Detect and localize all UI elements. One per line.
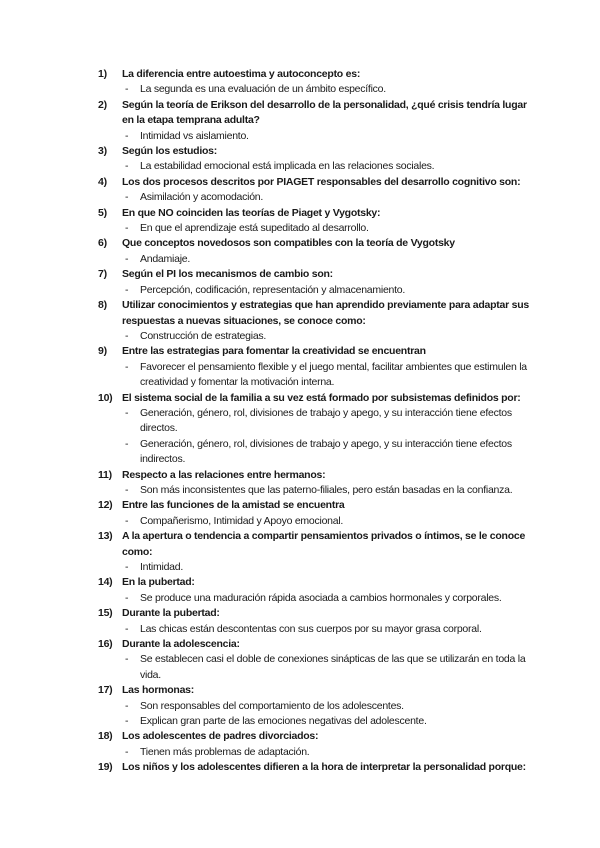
answer-text: Construcción de estrategias. [140, 329, 267, 342]
answer-bullet: - [125, 252, 129, 265]
question-item [98, 760, 530, 775]
answer-bullet: - [125, 329, 129, 342]
question-text: Entre las funciones de la amistad se encuentra [122, 499, 345, 512]
answer-item [125, 221, 530, 236]
question-item [98, 175, 530, 190]
answer-bullet: - [125, 437, 129, 450]
answer-item [125, 437, 530, 468]
question-number: 6) [98, 237, 107, 250]
answer-text: Se establecen casi el doble de conexiones sinápticas de las que se utilizarán en toda la vida. [140, 653, 526, 681]
answer-item [125, 406, 530, 437]
question-list [98, 67, 530, 776]
question-number: 19) [98, 761, 113, 774]
question-number: 2) [98, 98, 107, 111]
answer-item [125, 591, 530, 606]
answer-item [125, 159, 530, 174]
question-text: Durante la adolescencia: [122, 638, 240, 651]
answer-bullet: - [125, 83, 129, 96]
question-item [98, 498, 530, 513]
question-text: Según el PI los mecanismos de cambio son: [122, 268, 333, 281]
answer-text: Andamiaje. [140, 252, 191, 265]
answer-text: Se produce una maduración rápida asociada a cambios hormonales y corporales. [140, 591, 502, 604]
answer-text: Generación, género, rol, divisiones de trabajo y apego, y su interacción tiene efectos indirectos. [140, 437, 512, 466]
question-number: 13) [98, 530, 113, 543]
question-text: A la apertura o tendencia a compartir pensamientos privados o íntimos, se le conoce como: [122, 530, 526, 558]
question-text: Los dos procesos descritos por PIAGET responsables del desarrollo cognitivo son: [122, 175, 521, 188]
answer-bullet: - [125, 561, 129, 573]
question-text: En la pubertad: [122, 576, 195, 589]
question-number: 11) [98, 468, 112, 481]
question-item [98, 637, 530, 652]
answer-item [125, 745, 530, 760]
question-item [98, 67, 530, 82]
question-text: Las hormonas: [122, 684, 195, 697]
answer-bullet: - [125, 483, 129, 496]
question-text: En que NO coinciden las teorías de Piaget y Vygotsky: [122, 206, 381, 219]
answer-text: La segunda es una evaluación de un ámbito específico. [140, 83, 386, 96]
question-text: Según la teoría de Erikson del desarrollo de la personalidad, ¿qué crisis tendría lugar en la etapa temprana adulta? [122, 98, 527, 127]
answer-text: La estabilidad emocional está implicada en las relaciones sociales. [140, 160, 435, 173]
answer-text: Asimilación y acomodación. [140, 191, 264, 204]
answer-item [125, 283, 530, 298]
answer-bullet: - [125, 699, 129, 712]
answer-bullet: - [125, 745, 129, 758]
answer-text: Intimidad. [140, 561, 184, 573]
answer-bullet: - [125, 283, 129, 296]
answer-bullet: - [125, 160, 129, 173]
answer-text: Tienen más problemas de adaptación. [140, 745, 310, 758]
answer-text: Son responsables del comportamiento de los adolescentes. [140, 699, 404, 712]
question-text: Entre las estrategias para fomentar la creatividad se encuentran [122, 345, 426, 358]
question-number: 3) [98, 145, 107, 158]
question-number: 8) [98, 299, 107, 312]
answer-bullet: - [125, 591, 129, 604]
answer-bullet: - [125, 191, 129, 204]
question-item [98, 729, 530, 744]
answer-text: Percepción, codificación, representación y almacenamiento. [140, 283, 406, 296]
question-item [98, 298, 530, 329]
question-number: 5) [98, 206, 107, 219]
question-text: Durante la pubertad: [122, 607, 220, 620]
answer-bullet: - [125, 129, 129, 142]
answer-text: Explican gran parte de las emociones negativas del adolescente. [140, 715, 427, 728]
question-number: 10) [98, 391, 113, 404]
answer-item [125, 483, 530, 498]
question-text: La diferencia entre autoestima y autoconcepto es: [122, 68, 361, 80]
question-item [98, 344, 530, 359]
answer-item [125, 252, 530, 267]
question-text: Respecto a las relaciones entre hermanos: [122, 468, 326, 481]
question-text: Según los estudios: [122, 145, 218, 158]
answer-item [125, 699, 530, 714]
answer-item [125, 622, 530, 637]
answer-text: En que el aprendizaje está supeditado al desarrollo. [140, 222, 369, 235]
question-text: El sistema social de la familia a su vez está formado por subsistemas definidos por: [122, 391, 521, 404]
answer-item [125, 129, 530, 144]
question-number: 17) [98, 684, 113, 697]
answer-item [125, 329, 530, 344]
answer-text: Favorecer el pensamiento flexible y el juego mental, facilitar ambientes que estimulen la creatividad y fomentar la motivación interna. [140, 360, 527, 389]
answer-item [125, 360, 530, 391]
answer-bullet: - [125, 360, 129, 373]
question-item [98, 529, 530, 560]
question-number: 1) [98, 68, 107, 80]
answer-text: Compañerismo, Intimidad y Apoyo emocional. [140, 514, 344, 527]
question-text: Los adolescentes de padres divorciados: [122, 730, 319, 743]
question-item [98, 575, 530, 590]
answer-text: Generación, género, rol, divisiones de trabajo y apego, y su interacción tiene efectos directos. [140, 406, 512, 435]
question-number: 18) [98, 730, 113, 743]
answer-text: Las chicas están descontentas con sus cuerpos por su mayor grasa corporal. [140, 622, 482, 635]
question-text: Los niños y los adolescentes difieren a la hora de interpretar la personalidad porque: [122, 761, 526, 774]
answer-item [125, 714, 530, 729]
question-item [98, 391, 530, 406]
answer-bullet: - [125, 406, 129, 419]
answer-bullet: - [125, 222, 129, 235]
question-number: 16) [98, 638, 113, 651]
answer-bullet: - [125, 715, 129, 728]
question-text: Que conceptos novedosos son compatibles con la teoría de Vygotsky [122, 237, 455, 250]
answer-item [125, 652, 530, 683]
answer-bullet: - [125, 622, 129, 635]
answer-bullet: - [125, 653, 129, 666]
answer-text: Intimidad vs aislamiento. [140, 129, 249, 142]
answer-item [125, 560, 530, 575]
question-number: 4) [98, 175, 107, 188]
answer-bullet: - [125, 514, 129, 527]
question-item [98, 98, 530, 129]
answer-item [125, 82, 530, 97]
question-item [98, 236, 530, 251]
question-number: 9) [98, 345, 107, 358]
question-item [98, 206, 530, 221]
question-text: Utilizar conocimientos y estrategias que han aprendido previamente para adaptar sus respuestas a nuevas situaciones, se conoce como: [122, 299, 529, 327]
question-item [98, 468, 530, 483]
question-item [98, 606, 530, 621]
question-number: 14) [98, 576, 113, 589]
question-number: 15) [98, 607, 113, 620]
question-number: 12) [98, 499, 113, 512]
answer-item [125, 190, 530, 205]
answer-text: Son más inconsistentes que las paterno-filiales, pero están basadas en la confianza. [140, 483, 513, 496]
question-item [98, 683, 530, 698]
question-number: 7) [98, 268, 107, 281]
answer-item [125, 514, 530, 529]
question-item [98, 144, 530, 159]
question-item [98, 267, 530, 282]
